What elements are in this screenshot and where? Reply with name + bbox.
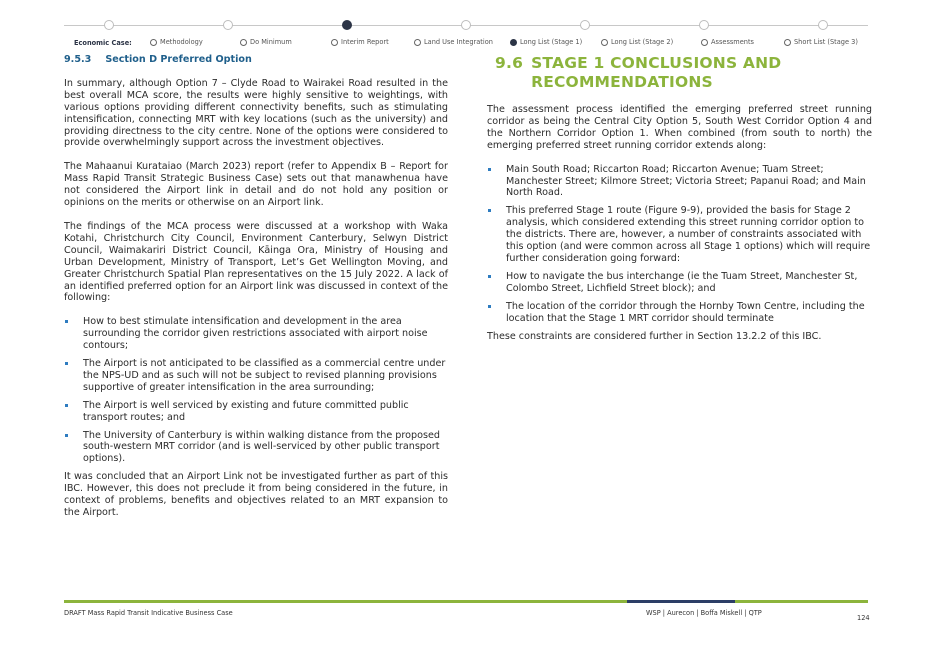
- list-item-text: The University of Canterbury is within walking distance from the proposed south-western MRT corridor (and is well-serviced by other public transport options).: [83, 429, 440, 465]
- paragraph: The Mahaanui Kurataiao (March 2023) report (refer to Appendix B – Report for Mass Rapid Transit Strategic Business Case) sets out that manawhenua have not considered the Airport link in detail and do not hold any position or opinions on the merits or otherwise on an Airport link.: [64, 161, 448, 209]
- radio-icon: [701, 39, 708, 46]
- progress-node-land-use[interactable]: [461, 20, 471, 30]
- list-item: [64, 358, 448, 394]
- footer-divider-accent: [627, 600, 735, 603]
- footer-document-title: DRAFT Mass Rapid Transit Indicative Business Case: [64, 609, 233, 617]
- list-item: [487, 271, 872, 295]
- section-heading: [64, 54, 448, 66]
- left-column: [64, 54, 448, 531]
- progress-node-assessments[interactable]: [699, 20, 709, 30]
- list-item: [487, 164, 872, 200]
- nav-step-short-list-stage-3[interactable]: [784, 38, 858, 46]
- nav-step-label: Assessments: [711, 38, 754, 46]
- bullet-icon: [65, 404, 68, 407]
- heading-number: 9.6: [495, 54, 524, 72]
- section-title: Section D Preferred Option: [105, 54, 252, 65]
- nav-step-long-list-stage-2[interactable]: [601, 38, 673, 46]
- nav-step-label: Do Minimum: [250, 38, 292, 46]
- nav-step-do-minimum[interactable]: [240, 38, 292, 46]
- list-item-text: This preferred Stage 1 route (Figure 9-9), provided the basis for Stage 2 analysis, which considered extending this street running corridor option to the districts. There are, however, a number of constraints associated with this option (and were common across all Stage 1 options) which will require further consideration going forward:: [506, 205, 871, 264]
- radio-icon: [240, 39, 247, 46]
- bullet-list: [487, 164, 872, 325]
- radio-icon: [331, 39, 338, 46]
- paragraph: In summary, although Option 7 – Clyde Road to Wairakei Road resulted in the best overall MCA score, the results were highly sensitive to weightings, with various options providing different connectivity benefits, such as stimulating intensification, connecting MRT with key locations (such as the university) and providing directness to the city centre. None of the options were considered to provide overwhelmingly support across the investment objectives.: [64, 77, 448, 149]
- footer-divider: [64, 600, 868, 603]
- list-item-text: How to best stimulate intensification and development in the area surrounding the corridor given restrictions associated with airport noise contours;: [83, 316, 428, 352]
- bullet-icon: [488, 209, 491, 212]
- nav-step-methodology[interactable]: [150, 38, 203, 46]
- bullet-list: [64, 316, 448, 465]
- bullet-icon: [488, 275, 491, 278]
- page-number: 124: [857, 614, 870, 622]
- progress-node-long-list-2[interactable]: [580, 20, 590, 30]
- nav-step-interim-report[interactable]: [331, 38, 389, 46]
- list-item: [487, 205, 872, 265]
- bullet-icon: [65, 362, 68, 365]
- nav-step-label: Long List (Stage 1): [520, 38, 583, 46]
- nav-step-label: Interim Report: [341, 38, 389, 46]
- bullet-icon: [488, 168, 491, 171]
- paragraph: The assessment process identified the emerging preferred street running corridor as being the Central City Option 5, South West Corridor Option 4 and the Northern Corridor Option 1. When combined (from south to north) the emerging preferred street running corridor extends along:: [487, 104, 872, 151]
- nav-step-long-list-stage-1[interactable]: [510, 38, 582, 46]
- progress-node-interim-report[interactable]: [342, 20, 352, 30]
- economic-case-label: Economic Case:: [74, 39, 132, 47]
- nav-step-label: Land Use Integration: [424, 38, 493, 46]
- list-item: [487, 301, 872, 325]
- bullet-icon: [65, 320, 68, 323]
- radio-selected-icon: [510, 39, 517, 46]
- list-item: [64, 430, 448, 466]
- right-column: [487, 54, 872, 354]
- nav-step-land-use-integration[interactable]: [414, 38, 493, 46]
- radio-icon: [601, 39, 608, 46]
- section-main-heading: [495, 54, 872, 92]
- nav-step-assessments[interactable]: [701, 38, 754, 46]
- progress-node-methodology[interactable]: [104, 20, 114, 30]
- paragraph: It was concluded that an Airport Link not be investigated further as part of this IBC. However, this does not preclude it from being considered in the future, in context of problems, benefits and objectives related to an MRT expansion to the Airport.: [64, 471, 448, 518]
- list-item-text: The location of the corridor through the Hornby Town Centre, including the location that the Stage 1 MRT corridor should terminate: [506, 300, 865, 324]
- nav-step-label: Short List (Stage 3): [794, 38, 858, 46]
- paragraph: The findings of the MCA process were discussed at a workshop with Waka Kotahi, Christchurch City Council, Environment Canterbury, Selwyn District Council, Waimakariri District Council, Kāinga Ora, Ministry of Housing and Urban Development, Ministry of Transport, Let’s Get Wellington Moving, and Greater Christchurch Spatial Plan representatives on the 15 July 2022. A lack of an identified preferred option for an Airport link was discussed in context of the following:: [64, 220, 448, 304]
- list-item-text: The Airport is not anticipated to be classified as a commercial centre under the NPS-UD and as such will not be subject to revised planning provisions supportive of greater intensification in the area surrounding;: [83, 358, 446, 393]
- section-number: 9.5.3: [64, 54, 92, 65]
- radio-icon: [414, 39, 421, 46]
- footer-authors: WSP | Aurecon | Boffa Miskell | QTP: [646, 609, 762, 617]
- list-item-text: The Airport is well serviced by existing and future committed public transport routes; and: [83, 399, 409, 423]
- progress-track: [64, 18, 868, 52]
- bullet-icon: [488, 305, 491, 308]
- nav-step-label: Long List (Stage 2): [611, 38, 674, 46]
- progress-node-do-minimum[interactable]: [223, 20, 233, 30]
- paragraph: These constraints are considered further in Section 13.2.2 of this IBC.: [487, 330, 822, 342]
- radio-icon: [150, 39, 157, 46]
- list-item: [64, 400, 448, 424]
- list-item: [64, 316, 448, 352]
- list-item-text: How to navigate the bus interchange (ie the Tuam Street, Manchester St, Colombo Street, Lichfield Street block); and: [506, 270, 858, 294]
- list-item-text: Main South Road; Riccarton Road; Riccarton Avenue; Tuam Street; Manchester Street; Kilmore Street; Victoria Street; Papanui Road; and Main North Road.: [506, 163, 866, 199]
- radio-icon: [784, 39, 791, 46]
- bullet-icon: [65, 434, 68, 437]
- nav-step-label: Methodology: [160, 38, 203, 46]
- heading-text: STAGE 1 CONCLUSIONS AND RECOMMENDATIONS: [531, 54, 782, 91]
- progress-node-short-list[interactable]: [818, 20, 828, 30]
